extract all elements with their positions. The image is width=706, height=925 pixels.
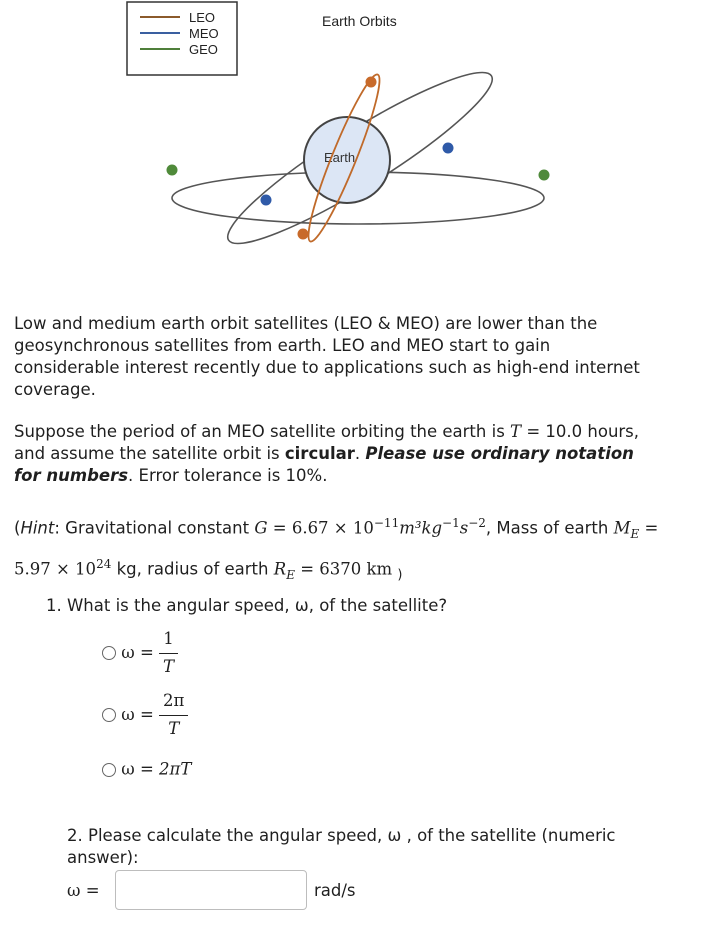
option-2[interactable]: ω = $\frac{2\pi}{T}$ xyxy=(102,690,188,740)
leo-satellite-top xyxy=(366,77,377,88)
leo-satellite-bottom xyxy=(298,229,309,240)
legend-leo-label: LEO xyxy=(189,10,216,25)
geo-satellite-right xyxy=(539,170,550,181)
question-2-text: 2. Please calculate the angular speed, ω , of the satellite (numeric answer): xyxy=(67,826,616,867)
legend-box xyxy=(127,2,237,75)
angular-speed-input[interactable] xyxy=(115,870,307,910)
earth-orbits-diagram xyxy=(0,0,706,300)
answer-label: ω = xyxy=(67,881,100,900)
meo-satellite-right xyxy=(443,143,454,154)
option-1-radio[interactable] xyxy=(102,646,116,660)
geo-satellite-left xyxy=(167,165,178,176)
option-2-radio[interactable] xyxy=(102,708,116,722)
intro-paragraph: Low and medium earth orbit satellites (LEO & MEO) are lower than the geosynchronous satellites from earth. LEO and MEO start to gain considerable interest recently due to applications such as high-end internet coverage. xyxy=(14,314,640,399)
unit-label: rad/s xyxy=(314,881,356,900)
option-3[interactable]: ω = 2πT xyxy=(102,758,191,781)
option-1[interactable]: ω = $\frac{1}{T}$ xyxy=(102,628,178,678)
legend-geo-label: GEO xyxy=(189,42,218,57)
problem-statement: Suppose the period of an MEO satellite orbiting the earth is T = 10.0 hours, and assume the satellite orbit is circular. Please use ordinary notation for numbers. Error tolerance is 10%. xyxy=(14,422,640,485)
diagram-title: Earth Orbits xyxy=(322,13,397,29)
question-1-text: 1. What is the angular speed, ω, of the satellite? xyxy=(46,596,448,615)
hint-paragraph: (Hint: Gravitational constant $G = 6.67 \times 10^{-11}m^3kg^{-1}s^{-2}$, Mass of earth $M_E = 5.97 \times 10^{24}$ kg, radius of earth $R_E = 6370$ km $_)$ xyxy=(14,516,659,583)
earth-label: Earth xyxy=(324,150,356,165)
option-3-radio[interactable] xyxy=(102,763,116,777)
legend-meo-label: MEO xyxy=(189,26,219,41)
circular-emphasis: circular xyxy=(284,444,355,463)
ordinary-notation-instruction: Please use ordinary notation for numbers xyxy=(14,444,634,485)
meo-satellite-left xyxy=(261,195,272,206)
